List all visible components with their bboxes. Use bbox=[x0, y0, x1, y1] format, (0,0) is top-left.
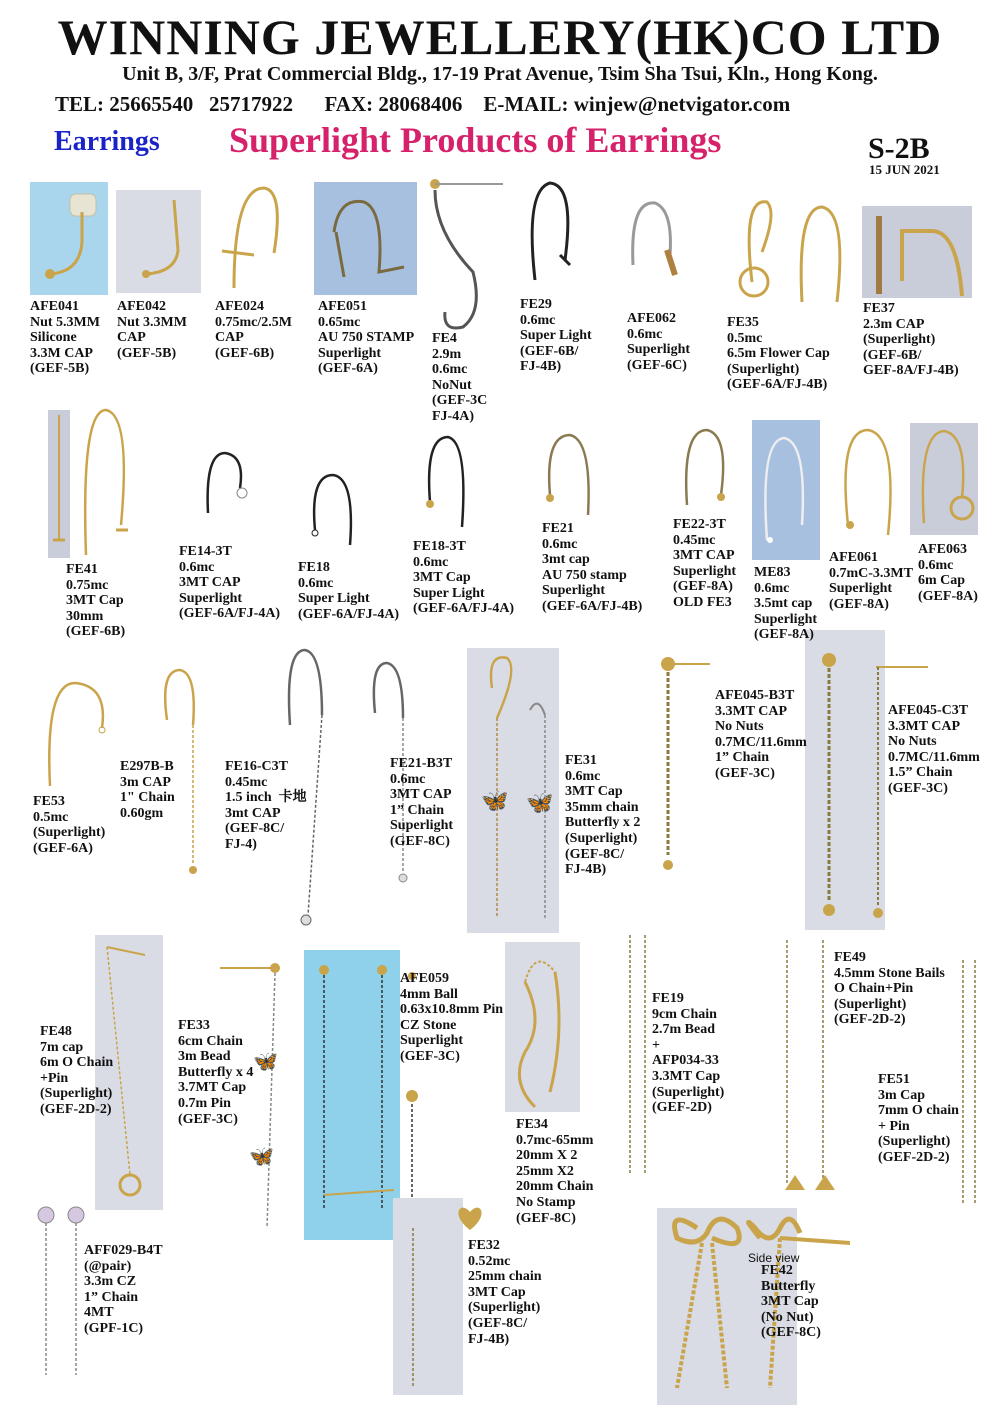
product-spec-line: (Superlight) bbox=[834, 996, 907, 1012]
product-label bbox=[888, 703, 980, 797]
product-code: FE49 bbox=[834, 950, 866, 965]
product-spec-line: +Pin bbox=[40, 1070, 69, 1086]
product-code: FE32 bbox=[468, 1238, 500, 1253]
product-spec-line: (GEF-6A/FJ-4B) bbox=[542, 598, 643, 614]
product-photo bbox=[214, 183, 302, 293]
product-label bbox=[715, 688, 807, 782]
product-spec-line: (GEF-6B) bbox=[215, 345, 275, 361]
product-spec-line: (GEF-6A) bbox=[33, 840, 93, 856]
product-spec-line: (GEF-6A/FJ-4A) bbox=[298, 606, 400, 622]
product-photo bbox=[304, 950, 400, 1240]
product-spec-line: + Pin bbox=[878, 1118, 910, 1134]
product-spec-line: 3.7MT Cap bbox=[178, 1080, 247, 1096]
product-spec-line: 0.7MC/11.6mm bbox=[888, 749, 980, 765]
svg-text:🦋: 🦋 bbox=[481, 788, 509, 813]
product-spec-line: FJ-4B) bbox=[565, 862, 607, 878]
sheet-title: Superlight Products of Earrings bbox=[229, 120, 722, 160]
product-spec-line: Super Light bbox=[298, 591, 370, 607]
product-spec-line: Superlight bbox=[400, 1033, 464, 1049]
side-view-label: Side view bbox=[748, 1251, 800, 1265]
product-spec-line: (GEF-6A/FJ-4B) bbox=[727, 377, 828, 393]
product-spec-line: 0.7m Pin bbox=[178, 1095, 231, 1111]
product-spec-line: (GPF-1C) bbox=[84, 1320, 144, 1336]
product-spec-line: 3.3MT CAP bbox=[715, 703, 788, 719]
product-spec-line: Butterfly x 2 bbox=[565, 815, 641, 831]
product-spec-line: 0.7mc-65mm bbox=[516, 1132, 594, 1148]
product-label bbox=[413, 539, 514, 617]
product-photo bbox=[30, 182, 108, 295]
product-spec-line: OLD FE3 bbox=[673, 594, 732, 610]
product-code: AFE041 bbox=[30, 299, 79, 314]
product-code: AFE059 bbox=[400, 971, 449, 986]
product-spec-line: Super Light bbox=[413, 585, 485, 601]
product-photo bbox=[775, 935, 840, 1205]
product-code: FE18-3T bbox=[413, 539, 466, 554]
product-photo bbox=[40, 678, 115, 790]
product-spec-line: (GEF-6C) bbox=[627, 357, 687, 373]
company-address: Unit B, 3/F, Prat Commercial Bldg., 17-19 Prat Avenue, Tsim Sha Tsui, Kln., Hong Kong. bbox=[122, 63, 878, 85]
product-spec-line: 3MT CAP bbox=[390, 787, 452, 803]
product-spec-line: 3mt cap bbox=[542, 552, 590, 568]
svg-text:🦋: 🦋 bbox=[249, 1146, 274, 1168]
product-spec-line: 0.6mc bbox=[542, 536, 578, 552]
product-spec-line: 7mm O chain bbox=[878, 1103, 959, 1119]
product-photo bbox=[76, 405, 136, 560]
product-code: FE48 bbox=[40, 1024, 72, 1039]
company-name: WINNING JEWELLERY(HK)CO LTD bbox=[57, 9, 943, 65]
product-spec-line: 0.6mc bbox=[520, 312, 556, 328]
product-spec-line: + bbox=[652, 1037, 660, 1053]
product-spec-line: 1” Chain bbox=[390, 802, 445, 818]
product-spec-line: 3.3MT Cap bbox=[652, 1068, 721, 1084]
product-label bbox=[120, 759, 175, 821]
product-spec-line: (Superlight) bbox=[40, 1086, 113, 1102]
product-spec-line: 1” Chain bbox=[715, 750, 770, 766]
sheet-date: 15 JUN 2021 bbox=[869, 162, 940, 177]
product-photo bbox=[200, 448, 260, 518]
product-photo bbox=[955, 955, 985, 1215]
product-label bbox=[30, 299, 100, 377]
product-photo bbox=[305, 470, 365, 550]
product-photo bbox=[520, 175, 585, 285]
product-label bbox=[390, 756, 453, 850]
product-photo bbox=[677, 425, 737, 510]
product-spec-line: (GEF-8C) bbox=[761, 1325, 821, 1341]
product-code: AFE024 bbox=[215, 299, 264, 314]
product-spec-line: 2.3m CAP bbox=[863, 316, 925, 332]
product-spec-line: 0.7mC-3.3MT bbox=[829, 565, 913, 581]
product-label bbox=[33, 794, 105, 856]
product-spec-line: (GEF-6A/FJ-4A) bbox=[413, 601, 515, 617]
product-code: FE33 bbox=[178, 1018, 210, 1033]
product-label bbox=[727, 315, 830, 393]
product-spec-line: 0.75mc bbox=[66, 577, 109, 593]
product-spec-line: No Nuts bbox=[715, 719, 764, 735]
product-photo bbox=[116, 190, 201, 293]
product-code: FE21-B3T bbox=[390, 756, 453, 771]
product-spec-line: (Superlight) bbox=[727, 361, 800, 377]
product-code: AFE045-B3T bbox=[715, 688, 795, 703]
product-spec-line: 0.5mc bbox=[727, 330, 763, 346]
product-spec-line: 0.6mc bbox=[432, 362, 468, 378]
product-label bbox=[468, 1238, 542, 1347]
product-spec-line: 0.60gm bbox=[120, 805, 164, 821]
product-photo bbox=[910, 423, 978, 535]
product-spec-line: (GEF-2D-2) bbox=[834, 1012, 906, 1028]
product-spec-line: O Chain+Pin bbox=[834, 981, 914, 997]
product-code: AFE051 bbox=[318, 299, 367, 314]
product-photo bbox=[722, 192, 852, 320]
product-spec-line: 6cm Chain bbox=[178, 1033, 243, 1049]
product-spec-line: (GEF-2D-2) bbox=[40, 1101, 112, 1117]
product-spec-line: GEF-8A/FJ-4B) bbox=[863, 363, 959, 379]
product-spec-line: 0.45mc bbox=[225, 774, 268, 790]
product-spec-line: 4mm Ball bbox=[400, 986, 458, 1002]
product-spec-line: 1.5” Chain bbox=[888, 765, 953, 781]
product-spec-line: 4.5mm Stone Bails bbox=[834, 965, 945, 981]
product-code: FE21 bbox=[542, 521, 574, 536]
product-spec-line: 0.6mc bbox=[754, 580, 790, 596]
product-spec-line: 3MT Cap bbox=[66, 593, 124, 609]
product-spec-line: Superlight bbox=[390, 818, 454, 834]
product-spec-line: (GEF-6B/ bbox=[863, 347, 922, 363]
product-spec-line: (GEF-6B/ bbox=[520, 343, 579, 359]
product-spec-line: (GEF-2D-2) bbox=[878, 1149, 950, 1165]
product-code: FE14-3T bbox=[179, 544, 232, 559]
product-label bbox=[117, 299, 187, 361]
product-code: FE22-3T bbox=[673, 517, 726, 532]
product-spec-line: Superlight bbox=[627, 342, 691, 358]
product-code: FE42 bbox=[761, 1263, 793, 1278]
product-spec-line: 0.6mc bbox=[390, 771, 426, 787]
product-spec-line: (No Nut) bbox=[761, 1309, 814, 1325]
product-spec-line: No Nuts bbox=[888, 734, 937, 750]
product-spec-line: Superlight bbox=[754, 611, 818, 627]
product-spec-line: Super Light bbox=[520, 328, 592, 344]
product-spec-line: 0.6mc bbox=[413, 554, 449, 570]
product-spec-line: (Superlight) bbox=[652, 1084, 725, 1100]
product-photo bbox=[862, 206, 972, 298]
product-spec-line: (GEF-3C) bbox=[178, 1111, 238, 1127]
product-code: AFE045-C3T bbox=[888, 703, 969, 718]
product-spec-line: No Stamp bbox=[516, 1194, 576, 1210]
product-label bbox=[66, 562, 125, 640]
product-spec-line: Silicone bbox=[30, 330, 77, 346]
product-spec-line: Superlight bbox=[829, 581, 893, 597]
product-spec-line: 3MT Cap bbox=[565, 784, 623, 800]
product-spec-line: 0.6mc bbox=[918, 557, 954, 573]
product-spec-line: 0.63x10.8mm Pin bbox=[400, 1002, 504, 1018]
product-spec-line: 3m CAP bbox=[120, 774, 171, 790]
product-spec-line: 20mm Chain bbox=[516, 1179, 594, 1195]
product-spec-line: Superlight bbox=[673, 563, 737, 579]
product-spec-line: 3.3M CAP bbox=[30, 345, 93, 361]
product-spec-line: FJ-4B) bbox=[520, 359, 562, 375]
product-spec-line: Superlight bbox=[542, 583, 606, 599]
product-photo bbox=[30, 1195, 90, 1395]
product-label bbox=[225, 759, 307, 853]
product-label bbox=[918, 542, 978, 604]
product-code: FE41 bbox=[66, 562, 98, 577]
product-spec-line: 20mm X 2 bbox=[516, 1148, 578, 1164]
product-spec-line: (GEF-8C/ bbox=[468, 1315, 528, 1331]
product-spec-line: 0.75mc/2.5M bbox=[215, 314, 292, 330]
product-label bbox=[863, 301, 959, 379]
product-spec-line: 2.7m Bead bbox=[652, 1022, 715, 1038]
product-label bbox=[179, 544, 280, 622]
product-code: FE34 bbox=[516, 1117, 548, 1132]
product-spec-line: 3.3MT CAP bbox=[888, 718, 961, 734]
product-spec-line: 30mm bbox=[66, 608, 104, 624]
product-code: FE16-C3T bbox=[225, 759, 288, 774]
product-spec-line: 0.6mc bbox=[565, 768, 601, 784]
product-spec-line: FJ-4) bbox=[225, 836, 257, 852]
product-code: FE53 bbox=[33, 794, 65, 809]
product-label bbox=[834, 950, 945, 1028]
product-spec-line: 3.5mt cap bbox=[754, 596, 813, 612]
product-photo bbox=[48, 410, 70, 558]
product-label bbox=[761, 1263, 821, 1341]
product-spec-line: 1” Chain bbox=[84, 1289, 139, 1305]
product-label bbox=[298, 560, 399, 622]
product-spec-line: FJ-4A) bbox=[432, 408, 474, 424]
product-photo bbox=[540, 430, 600, 520]
product-code: FE51 bbox=[878, 1072, 910, 1087]
product-spec-line: 3.3m CZ bbox=[84, 1274, 137, 1290]
product-photo bbox=[652, 650, 712, 885]
product-spec-line: 7m cap bbox=[40, 1039, 84, 1055]
product-label bbox=[215, 299, 292, 361]
product-spec-line: (Superlight) bbox=[565, 830, 638, 846]
category-label: Earrings bbox=[54, 126, 160, 157]
contact-line: TEL: 25665540 25717922 FAX: 28068406 E-MAIL: winjew@netvigator.com bbox=[55, 92, 791, 116]
product-code: FE19 bbox=[652, 991, 684, 1006]
product-spec-line: 3MT CAP bbox=[673, 548, 735, 564]
product-spec-line: 0.6mc bbox=[298, 575, 334, 591]
product-spec-line: 0.5mc bbox=[33, 809, 69, 825]
product-spec-line: Butterfly x 4 bbox=[178, 1064, 254, 1080]
product-spec-line: 1" Chain bbox=[120, 790, 175, 806]
product-spec-line: (GEF-5B) bbox=[117, 345, 177, 361]
product-spec-line: CAP bbox=[215, 330, 244, 346]
product-spec-line: 4MT bbox=[84, 1305, 114, 1321]
product-label bbox=[565, 753, 640, 878]
product-code: AFF029-B4T bbox=[84, 1243, 163, 1258]
product-spec-line: Nut 5.3MM bbox=[30, 314, 100, 330]
product-spec-line: (GEF-3C) bbox=[400, 1048, 460, 1064]
product-spec-line: (GEF-8A) bbox=[918, 588, 978, 604]
product-photo bbox=[420, 432, 475, 532]
product-spec-line: 9cm Chain bbox=[652, 1006, 717, 1022]
product-spec-line: (GEF-6A) bbox=[318, 361, 378, 377]
product-label bbox=[516, 1117, 593, 1226]
product-spec-line: 3mt CAP bbox=[225, 805, 281, 821]
product-spec-line: AU 750 STAMP bbox=[318, 330, 415, 346]
product-spec-line: (GEF-3C) bbox=[888, 780, 948, 796]
product-spec-line: (GEF-5B) bbox=[30, 361, 90, 377]
product-spec-line: AU 750 stamp bbox=[542, 567, 627, 583]
product-label bbox=[878, 1072, 959, 1166]
product-spec-line: (GEF-8A) bbox=[829, 596, 889, 612]
product-photo bbox=[423, 172, 513, 334]
product-code: AFE042 bbox=[117, 299, 166, 314]
product-code: FE4 bbox=[432, 331, 457, 346]
product-spec-line: 3MT Cap bbox=[413, 570, 471, 586]
product-spec-line: 0.45mc bbox=[673, 532, 716, 548]
product-label bbox=[432, 331, 487, 425]
product-spec-line: 0.65mc bbox=[318, 314, 361, 330]
product-photo bbox=[752, 420, 820, 560]
svg-text:🦋: 🦋 bbox=[526, 790, 554, 815]
product-label bbox=[178, 1018, 253, 1127]
product-code: FE29 bbox=[520, 297, 552, 312]
product-label bbox=[627, 311, 690, 373]
product-spec-line: (@pair) bbox=[84, 1258, 132, 1274]
product-spec-line: 1.5 inch 卡地 bbox=[225, 790, 307, 806]
product-spec-line: 0.6mc bbox=[627, 326, 663, 342]
product-spec-line: (Superlight) bbox=[863, 332, 936, 348]
product-label bbox=[829, 550, 913, 612]
product-photo bbox=[625, 195, 693, 290]
product-spec-line: 0.52mc bbox=[468, 1253, 511, 1269]
product-label bbox=[673, 517, 736, 611]
product-spec-line: AFP034-33 bbox=[652, 1053, 719, 1069]
product-photo bbox=[520, 690, 570, 935]
sheet-code: S-2B bbox=[868, 132, 930, 165]
product-code: AFE061 bbox=[829, 550, 878, 565]
product-spec-line: (Superlight) bbox=[33, 825, 106, 841]
product-spec-line: (GEF-8A) bbox=[754, 627, 814, 643]
product-photo bbox=[314, 182, 417, 295]
product-spec-line: CAP bbox=[117, 330, 146, 346]
product-spec-line: 6m Cap bbox=[918, 573, 966, 589]
product-spec-line: 3MT Cap bbox=[468, 1284, 526, 1300]
product-photo bbox=[505, 942, 580, 1112]
product-code: FE37 bbox=[863, 301, 895, 316]
product-code: ME83 bbox=[754, 565, 791, 580]
product-spec-line: (GEF-6B) bbox=[66, 624, 126, 640]
product-code: FE18 bbox=[298, 560, 330, 575]
product-code: FE35 bbox=[727, 315, 759, 330]
product-spec-line: (Superlight) bbox=[468, 1300, 541, 1316]
product-spec-line: (Superlight) bbox=[878, 1134, 951, 1150]
svg-text:🦋: 🦋 bbox=[253, 1051, 278, 1073]
product-spec-line: (GEF-8A) bbox=[673, 579, 733, 595]
product-label bbox=[400, 971, 503, 1065]
product-label bbox=[318, 299, 414, 377]
product-spec-line: 0.6mc bbox=[179, 559, 215, 575]
product-photo bbox=[828, 425, 908, 545]
product-spec-line: (GEF-3C bbox=[432, 393, 488, 409]
product-code: AFE063 bbox=[918, 542, 967, 557]
product-spec-line: 6.5m Flower Cap bbox=[727, 346, 830, 362]
product-code: FE31 bbox=[565, 753, 597, 768]
product-spec-line: 3m Cap bbox=[878, 1087, 926, 1103]
product-spec-line: 3m Bead bbox=[178, 1049, 231, 1065]
product-spec-line: CZ Stone bbox=[400, 1017, 457, 1033]
product-spec-line: (GEF-8C/ bbox=[225, 821, 285, 837]
product-spec-line: 25mm X2 bbox=[516, 1163, 574, 1179]
product-label bbox=[40, 1024, 113, 1118]
product-spec-line: 3MT Cap bbox=[761, 1294, 819, 1310]
product-spec-line: Butterfly bbox=[761, 1278, 816, 1294]
product-code: E297B-B bbox=[120, 759, 174, 774]
product-spec-line: 35mm chain bbox=[565, 799, 639, 815]
product-spec-line: (GEF-8C/ bbox=[565, 846, 625, 862]
product-spec-line: (GEF-2D) bbox=[652, 1100, 712, 1116]
product-spec-line: (GEF-8C) bbox=[516, 1210, 576, 1226]
product-spec-line: Superlight bbox=[318, 345, 382, 361]
product-spec-line: 0.7MC/11.6mm bbox=[715, 734, 807, 750]
product-label bbox=[754, 565, 817, 643]
product-label bbox=[84, 1243, 163, 1337]
product-spec-line: FJ-4B) bbox=[468, 1331, 510, 1347]
product-spec-line: (GEF-3C) bbox=[715, 765, 775, 781]
product-spec-line: (GEF-8C) bbox=[390, 833, 450, 849]
product-label bbox=[520, 297, 592, 375]
product-spec-line: 3MT CAP bbox=[179, 575, 241, 591]
product-label bbox=[542, 521, 642, 615]
product-label bbox=[652, 991, 724, 1116]
product-spec-line: Superlight bbox=[179, 590, 243, 606]
product-code: AFE062 bbox=[627, 311, 676, 326]
product-spec-line: 2.9m bbox=[432, 346, 462, 362]
product-spec-line: 25mm chain bbox=[468, 1269, 542, 1285]
product-spec-line: (GEF-6A/FJ-4A) bbox=[179, 606, 281, 622]
product-spec-line: Nut 3.3MM bbox=[117, 314, 187, 330]
product-spec-line: 6m O Chain bbox=[40, 1055, 114, 1071]
product-spec-line: NoNut bbox=[432, 377, 472, 393]
